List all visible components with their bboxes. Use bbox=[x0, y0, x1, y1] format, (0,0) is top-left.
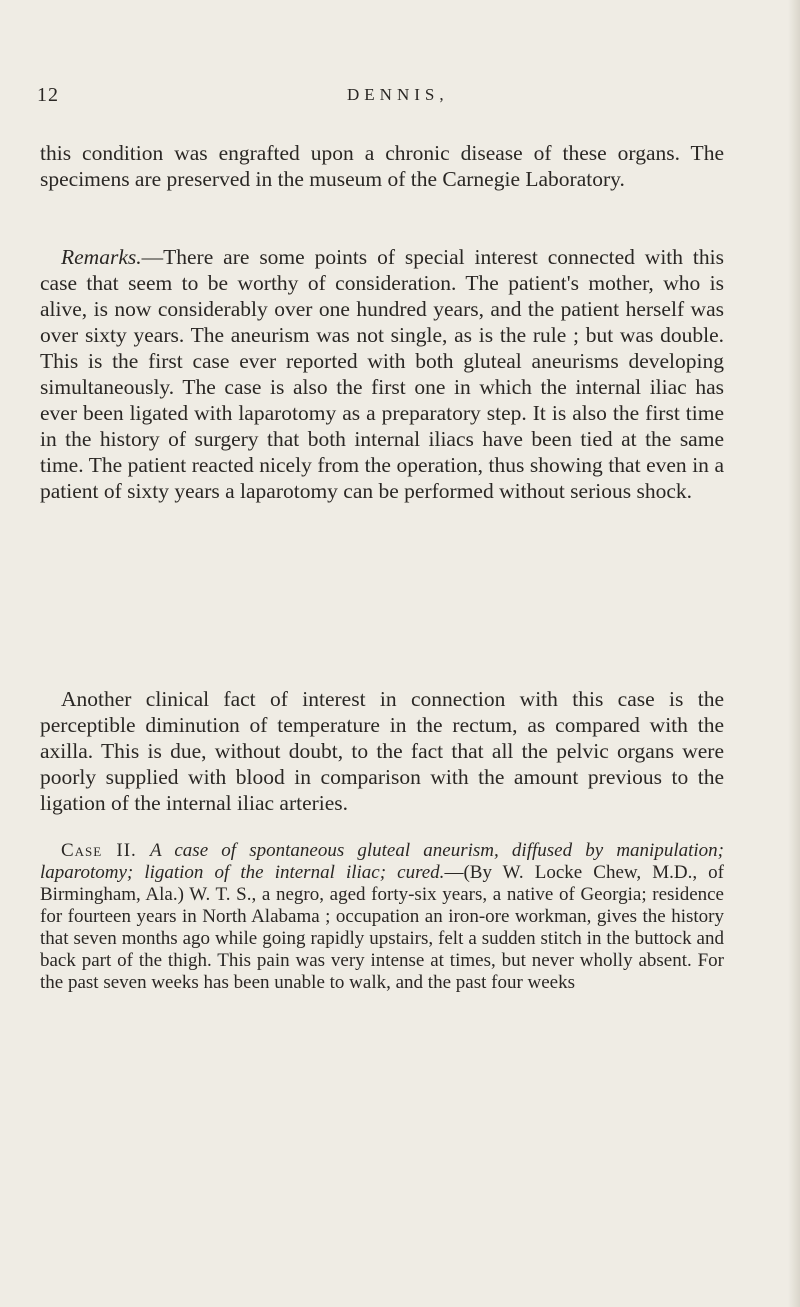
case-label: Case II. bbox=[61, 840, 137, 861]
paragraph-case-two bbox=[40, 840, 724, 994]
paragraph-continuation: this condition was engrafted upon a chronic disease of these organs. The specimens are preserved in the museum of the Carnegie Laboratory. bbox=[40, 141, 724, 191]
remarks-heading: Remarks. bbox=[61, 245, 142, 269]
page-number: 12 bbox=[37, 84, 59, 106]
case-title: A case of spontaneous gluteal aneurism, diffused by manipulation; laparotomy; ligation of the internal iliac; cured. bbox=[40, 840, 724, 883]
paragraph-remarks bbox=[40, 244, 724, 504]
running-head bbox=[37, 84, 727, 114]
running-title: DENNIS, bbox=[347, 85, 449, 104]
case-text: —(By W. Locke Chew, M.D., of Birmingham, Ala.) W. T. S., a negro, aged forty-six years, a native of Georgia; residence for fourteen years in North Alabama ; occupation an iron-ore workman, gives the history that seven months ago while going rapidly upstairs, felt a sudden stitch in the buttock and back part of the thigh. This pain was very intense at times, but never wholly absent. For the past seven weeks has been unable to walk, and the past four weeks bbox=[40, 862, 724, 993]
paragraph-clinical-fact: Another clinical fact of interest in connection with this case is the perceptible diminution of temperature in the rectum, as compared with the axilla. This is due, without doubt, to the fact that all the pelvic organs were poorly supplied with blood in comparison with the amount previous to the ligation of the internal iliac arteries. bbox=[40, 687, 724, 815]
page-edge-shadow bbox=[788, 0, 800, 1307]
remarks-text: —There are some points of special interest connected with this case that seem to be worthy of consideration. The patient's mother, who is alive, is now considerably over one hundred years, and the patient herself was over sixty years. The aneurism was not single, as is the rule ; but was double. This is the first case ever reported with both gluteal aneurisms developing simultaneously. The case is also the first one in which the internal iliac has ever been ligated with laparotomy as a preparatory step. It is also the first time in the history of surgery that both internal iliacs have been tied at the same time. The patient reacted nicely from the operation, thus showing that even in a patient of sixty years a laparotomy can be performed without serious shock. bbox=[40, 245, 724, 503]
